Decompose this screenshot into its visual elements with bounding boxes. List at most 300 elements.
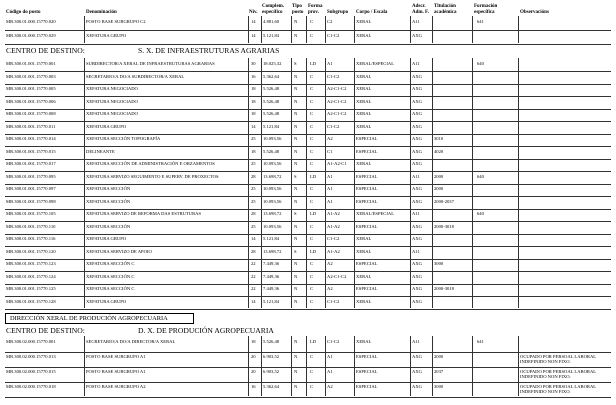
cell-tipo: N	[294, 186, 298, 191]
cell-adscr: A11	[412, 339, 420, 344]
cell-complem: 4.881,60	[263, 19, 280, 24]
cell-nivel: 25	[251, 161, 256, 166]
cell-formacion: 641	[477, 339, 484, 344]
cell-corpo: ESPECIAL	[356, 148, 378, 154]
cell-nivel: 20	[251, 369, 256, 374]
cell-codigo: MR.300.01.001.15770.017	[6, 161, 56, 166]
cell-subgrupo: A2	[327, 286, 333, 291]
cell-forma: C	[310, 148, 314, 154]
cell-tipo: N	[294, 339, 298, 344]
column-divider	[261, 16, 262, 43]
column-divider	[432, 16, 433, 43]
cell-nivel: 25	[251, 223, 256, 229]
cell-complem: 5.362,64	[263, 384, 280, 389]
column-divider	[325, 58, 326, 308]
cell-adscr: AXG	[412, 286, 422, 291]
cell-codigo: MR.300.01.001.15770.128	[6, 298, 56, 304]
column-divider	[261, 336, 262, 396]
cell-forma: C	[310, 86, 314, 91]
cell-complem: 10.093,56	[263, 223, 282, 229]
cell-forma: C	[310, 111, 314, 116]
cell-denominacion: XEFATURA NEGOCIADO	[86, 98, 138, 104]
cell-codigo: MR.300.01.000.15770.020	[6, 19, 56, 24]
cell-corpo: XERAL	[356, 98, 372, 104]
cell-nivel: 16	[251, 384, 256, 389]
cell-observacions: OCUPADO POR PERSOAL LABORAL INDEFINIDO NON FIXO.	[520, 369, 596, 379]
cell-tipo: N	[294, 223, 298, 229]
cell-subgrupo: A1	[327, 198, 333, 204]
cell-subgrupo: C1-C2	[327, 32, 340, 38]
cell-corpo: XERAL	[356, 236, 372, 241]
cell-forma: C	[310, 236, 314, 241]
cell-codigo: MR.300.01.001.15770.098	[6, 198, 56, 204]
cell-codigo: MR.300.01.001.15770.011	[6, 123, 56, 129]
cell-subgrupo: A2-C1-C2	[327, 86, 347, 91]
cell-corpo: XERAL	[356, 73, 372, 79]
cell-tipo: N	[294, 32, 298, 38]
column-divider	[472, 58, 473, 308]
cell-nivel: 14	[251, 298, 256, 304]
cell-complem: 5.362,64	[263, 73, 280, 79]
cell-codigo: MR.300.01.001.15770.125	[6, 286, 56, 291]
column-divider	[306, 336, 307, 396]
cell-denominacion: XEFATURA SECCIÓN C	[86, 273, 135, 279]
cell-tipo: N	[294, 136, 298, 141]
cell-nivel: 28	[251, 248, 256, 254]
cell-forma: LD	[310, 61, 317, 66]
cell-codigo: MR.300.01.001.15770.110	[6, 223, 56, 229]
cell-corpo: XERAL	[356, 123, 372, 129]
cell-tipo: N	[294, 273, 298, 279]
cell-forma: LD	[310, 248, 317, 254]
cell-adscr: AXG	[412, 261, 422, 266]
cell-codigo: MR.300.01.001.15770.116	[6, 236, 56, 241]
cell-tipo: S	[294, 173, 297, 179]
column-divider	[84, 58, 85, 308]
cell-subgrupo: C1-C2	[327, 73, 340, 79]
cell-nivel: 14	[251, 32, 256, 38]
cell-adscr: A11	[412, 61, 420, 66]
row-divider	[5, 109, 611, 110]
cell-denominacion: XEFATURA GRUPO	[86, 123, 127, 129]
cell-tipo: S	[294, 211, 297, 216]
cell-adscr: AXG	[412, 236, 422, 241]
header-forma-2: prov.	[308, 9, 319, 15]
cell-nivel: 22	[251, 273, 256, 279]
cell-corpo: XERAL/ESPECIAL	[356, 61, 395, 66]
cell-denominacion: XEFATURA SECCIÓN C	[86, 286, 135, 291]
cell-complem: 7.449,36	[263, 286, 280, 291]
column-divider	[261, 58, 262, 308]
cell-subgrupo: A1	[327, 186, 333, 191]
cell-titulacion: 4020	[434, 148, 444, 154]
cell-tipo: S	[294, 248, 297, 254]
column-divider	[325, 336, 326, 396]
cell-formacion: 640	[477, 61, 484, 66]
cell-corpo: XERAL/ESPECIAL	[356, 211, 395, 216]
column-divider	[472, 16, 473, 43]
cell-titulacion: 2000	[434, 354, 444, 359]
cell-forma: C	[310, 73, 314, 79]
cell-adscr: AXG	[412, 298, 422, 304]
cell-complem: 13.698,72	[263, 211, 282, 216]
column-divider	[432, 58, 433, 308]
cell-tipo: S	[294, 61, 297, 66]
cell-nivel: 25	[251, 186, 256, 191]
cell-denominacion: XEFATURA SECCIÓN	[86, 223, 131, 229]
column-divider	[472, 336, 473, 396]
header-formacion-1: Formación	[474, 4, 498, 9]
cell-codigo: MR.300.01.001.15770.120	[6, 248, 56, 254]
cell-codigo: MR.300.01.001.15770.095	[6, 173, 56, 179]
row-divider	[5, 271, 611, 272]
column-divider	[432, 336, 433, 396]
cell-corpo: ESPECIAL	[356, 223, 378, 229]
cell-tipo: N	[294, 98, 298, 104]
row-divider	[5, 246, 611, 247]
column-divider	[518, 336, 519, 396]
column-divider	[291, 58, 292, 308]
cell-titulacion: 2000	[434, 186, 444, 191]
header-tipo-2: posto	[292, 9, 304, 15]
row-divider	[5, 196, 611, 197]
cell-forma: C	[310, 261, 314, 266]
cell-corpo: XERAL	[356, 19, 372, 24]
row-divider	[5, 96, 611, 97]
column-divider	[248, 336, 249, 396]
cell-corpo: XERAL	[356, 32, 372, 38]
column-divider	[306, 16, 307, 43]
column-divider	[84, 336, 85, 396]
cell-subgrupo: A1	[327, 369, 333, 374]
cell-adscr: AXG	[412, 186, 422, 191]
cell-nivel: 18	[251, 339, 256, 344]
cell-forma: C	[310, 32, 314, 38]
cell-subgrupo: C1-C2	[327, 298, 340, 304]
cell-forma: C	[310, 161, 314, 166]
cell-tipo: N	[294, 384, 298, 389]
cell-denominacion: XEFATURA NEGOCIADO	[86, 86, 138, 91]
cell-complem: 10.093,56	[263, 161, 282, 166]
cell-subgrupo: A1-A2	[327, 248, 340, 254]
cell-nivel: 18	[251, 148, 256, 154]
cell-tipo: N	[294, 161, 298, 166]
row-divider	[5, 134, 611, 135]
cell-codigo: MR.300.02.000.15770.015	[6, 369, 56, 374]
cell-complem: 5.526,48	[263, 339, 280, 344]
cell-subgrupo: A2	[327, 384, 333, 389]
row-divider	[5, 352, 611, 353]
column-divider	[354, 58, 355, 308]
cell-adscr: AXG	[412, 384, 422, 389]
cell-subgrupo: A1	[327, 173, 333, 179]
cell-forma: C	[310, 298, 314, 304]
cell-codigo: MR.300.01.000.15770.029	[6, 32, 56, 38]
cell-complem: 5.121,84	[263, 236, 280, 241]
cell-codigo: MR.300.01.001.15770.003	[6, 73, 56, 79]
cell-forma: C	[310, 384, 314, 389]
cell-corpo: ESPECIAL	[356, 198, 378, 204]
cell-nivel: 22	[251, 286, 256, 291]
cell-complem: 7.449,36	[263, 273, 280, 279]
cell-forma: C	[310, 369, 314, 374]
cell-tipo: N	[294, 73, 298, 79]
cell-corpo: ESPECIAL	[356, 286, 378, 291]
cell-denominacion: XEFATURA GRUPO	[86, 236, 127, 241]
cell-nivel: 14	[251, 19, 256, 24]
cell-denominacion: SUBDIRECTOR/A XERAL DE INFRAESTRUTURAS AGRARIAS	[86, 61, 215, 66]
cell-tipo: N	[294, 123, 298, 129]
cell-denominacion: XEFATURA SERVIZO DE REFORMA DAS ESTRUTURAS	[86, 211, 202, 216]
row-divider	[5, 296, 611, 297]
cell-forma: LD	[310, 339, 317, 344]
cell-titulacion: 2000-2037	[434, 198, 454, 204]
cell-codigo: MR.300.01.001.15770.008	[6, 111, 56, 116]
cell-complem: 5.526,48	[263, 98, 280, 104]
header-denominacion: Denominación	[86, 9, 117, 15]
cell-denominacion: XEFATURA SECCIÓN DE ADMINISTRACIÓN E ORZAMENTOS	[86, 161, 215, 166]
cell-adscr: AXG	[412, 111, 422, 116]
header-observacions: Observacións	[520, 9, 549, 15]
header-titulacion-1: Titulación	[434, 4, 456, 9]
cell-adscr: AXG	[412, 136, 422, 141]
cell-adscr: AXG	[412, 161, 422, 166]
cell-denominacion: XEFATURA SECCIÓN TOPOGRAFÍA	[86, 136, 161, 141]
cell-observacions: OCUPADO POR PERSOAL LABORAL INDEFINIDO NON FIXO.	[520, 354, 596, 364]
cell-subgrupo: C1-C2	[327, 123, 340, 129]
cell-forma: C	[310, 136, 314, 141]
column-divider	[410, 336, 411, 396]
cell-forma: LD	[310, 211, 317, 216]
cell-nivel: 25	[251, 136, 256, 141]
header-forma-1: Forma	[308, 4, 323, 9]
cell-titulacion: 2037	[434, 369, 444, 374]
cell-codigo: MR.300.01.001.15770.015	[6, 148, 56, 154]
column-divider	[354, 336, 355, 396]
row-divider	[5, 284, 611, 285]
cell-tipo: N	[294, 236, 298, 241]
cell-forma: C	[310, 123, 314, 129]
cell-formacion: 640	[477, 173, 484, 179]
cell-denominacion: SECRETARIO/A DO/A DIRECTOR/A XERAL	[86, 339, 176, 344]
cell-denominacion: SECRETARIO/A DO/A SUBDIRECTOR/A XERAL	[86, 73, 185, 79]
cell-tipo: N	[294, 298, 298, 304]
centro-label: CENTRO DE DESTINO:	[6, 46, 85, 55]
cell-denominacion: XEFATURA SECCIÓN	[86, 198, 131, 204]
row-divider	[5, 259, 611, 260]
cell-nivel: 22	[251, 261, 256, 266]
cell-subgrupo: A2	[327, 136, 333, 141]
cell-tipo: N	[294, 148, 298, 154]
cell-subgrupo: A1	[327, 354, 333, 359]
cell-denominacion: XEFATURA SERVIZO DE APOIO	[86, 248, 152, 254]
cell-denominacion: POSTO BASE SUBGRUPO C2	[86, 19, 146, 24]
cell-forma: C	[310, 273, 314, 279]
cell-complem: 13.698,72	[263, 248, 282, 254]
cell-adscr: AXG	[412, 223, 422, 229]
column-divider	[84, 16, 85, 43]
column-divider	[518, 16, 519, 43]
column-divider	[291, 16, 292, 43]
cell-nivel: 30	[251, 61, 256, 66]
row-divider	[5, 184, 611, 185]
centro-name: S. X. DE INFRAESTRUTURAS AGRARIAS	[138, 46, 280, 55]
header-complem-1: Complem.	[262, 4, 285, 9]
cell-codigo: MR.300.01.001.15770.105	[6, 211, 56, 216]
cell-nivel: 18	[251, 98, 256, 104]
cell-complem: 5.526,48	[263, 148, 280, 154]
cell-complem: 10.093,56	[263, 136, 282, 141]
cell-codigo: MR.300.02.000.15770.018	[6, 384, 56, 389]
row-divider	[5, 84, 611, 85]
cell-denominacion: XEFATURA SERVIZO SEGUIMENTO E SUPERV. DE PROXECTOS	[86, 173, 219, 179]
cell-complem: 10.093,56	[263, 186, 282, 191]
column-divider	[306, 58, 307, 308]
cell-adscr: AXG	[412, 354, 422, 359]
cell-tipo: N	[294, 19, 298, 24]
cell-adscr: A11	[412, 19, 420, 24]
cell-observacions: OCUPADO POR PERSOAL LABORAL INDEFINIDO NON FIXO.	[520, 384, 596, 394]
column-divider	[291, 336, 292, 396]
centro-destino-prod	[6, 326, 274, 335]
cell-nivel: 28	[251, 173, 256, 179]
direccion-title: DIRECCIÓN XERAL DE PRODUCIÓN AGROPECUARIA	[10, 315, 168, 322]
column-divider	[248, 58, 249, 308]
cell-denominacion: POSTO BASE SUBGRUPO A2	[86, 384, 146, 389]
centro-label: CENTRO DE DESTINO:	[6, 326, 85, 335]
cell-adscr: AXG	[412, 369, 422, 374]
row-divider	[5, 309, 611, 310]
header-adscr-2: Adm. F.	[412, 9, 429, 15]
cell-complem: 7.449,36	[263, 261, 280, 266]
cell-formacion: 640	[477, 211, 484, 216]
cell-corpo: ESPECIAL	[356, 369, 378, 374]
cell-codigo: MR.300.01.001.15770.001	[6, 61, 56, 66]
header-complem-2: específico	[262, 9, 283, 15]
cell-forma: C	[310, 286, 314, 291]
cell-forma: C	[310, 354, 314, 359]
cell-codigo: MR.300.01.001.15770.123	[6, 261, 56, 266]
column-divider	[410, 16, 411, 43]
cell-subgrupo: A1-A2	[327, 223, 340, 229]
cell-codigo: MR.300.02.000.15770.001	[6, 339, 56, 344]
row-divider	[5, 397, 611, 398]
cell-titulacion: 3010	[434, 136, 444, 141]
cell-complem: 6.903,52	[263, 354, 280, 359]
direccion-box	[5, 313, 194, 324]
cell-denominacion: XEFATURA SECCIÓN C	[86, 261, 135, 266]
cell-subgrupo: C1-C2	[327, 236, 340, 241]
cell-corpo: XERAL	[356, 273, 372, 279]
cell-titulacion: 2000-3018	[434, 223, 454, 229]
cell-corpo: ESPECIAL	[356, 384, 378, 389]
row-divider	[5, 159, 611, 160]
cell-codigo: MR.300.01.001.15770.014	[6, 136, 56, 141]
cell-corpo: XERAL	[356, 86, 372, 91]
centro-name: D. X. DE PRODUCIÓN AGROPECUARIA	[138, 326, 274, 335]
header-formacion-2: específica	[474, 9, 495, 15]
cell-subgrupo: A1-A2-C1	[327, 161, 347, 166]
cell-subgrupo: A2-C1-C2	[327, 98, 347, 104]
header-corpo: Corpo / Escala	[356, 9, 388, 15]
cell-forma: C	[310, 19, 314, 24]
cell-complem: 5.121,84	[263, 32, 280, 38]
cell-corpo: ESPECIAL	[356, 173, 378, 179]
cell-corpo: ESPECIAL	[356, 186, 378, 191]
cell-nivel: 16	[251, 73, 256, 79]
cell-corpo: XERAL	[356, 161, 372, 166]
row-divider	[5, 209, 611, 210]
cell-tipo: N	[294, 198, 298, 204]
cell-tipo: N	[294, 286, 298, 291]
column-divider	[248, 16, 249, 43]
cell-formacion: 641	[477, 19, 484, 24]
cell-complem: 5.121,84	[263, 298, 280, 304]
column-divider	[354, 16, 355, 43]
cell-subgrupo: A1-A2	[327, 211, 340, 216]
row-divider	[5, 121, 611, 122]
cell-complem: 13.698,72	[263, 173, 282, 179]
cell-titulacion: 2000-3018	[434, 286, 454, 291]
cell-subgrupo: C1-C2	[327, 339, 340, 344]
cell-complem: 10.093,56	[263, 198, 282, 204]
row-divider	[5, 221, 611, 222]
cell-denominacion: XEFATURA NEGOCIADO	[86, 111, 138, 116]
header-titulacion-2: académica	[434, 9, 457, 15]
cell-corpo: XERAL	[356, 111, 372, 116]
cell-complem: 5.526,48	[263, 86, 280, 91]
cell-corpo: ESPECIAL	[356, 261, 378, 266]
cell-subgrupo: A2	[327, 261, 333, 266]
cell-tipo: N	[294, 261, 298, 266]
cell-adscr: A11	[412, 173, 420, 179]
cell-corpo: XERAL	[356, 339, 372, 344]
column-divider	[410, 58, 411, 308]
header-nivel: Nív.	[249, 9, 258, 15]
cell-adscr: AXG	[412, 98, 422, 104]
cell-nivel: 18	[251, 111, 256, 116]
cell-subgrupo: C2	[327, 19, 333, 24]
cell-denominacion: XEFATURA SECCIÓN	[86, 186, 131, 191]
cell-adscr: AXG	[412, 32, 422, 38]
cell-denominacion: XEFATURA GRUPO	[86, 298, 127, 304]
row-divider	[5, 234, 611, 235]
cell-complem: 6.903,52	[263, 369, 280, 374]
cell-forma: LD	[310, 173, 317, 179]
cell-codigo: MR.300.02.000.15770.013	[6, 354, 56, 359]
cell-nivel: 28	[251, 211, 256, 216]
cell-titulacion: 2000	[434, 173, 444, 179]
cell-corpo: XERAL	[356, 248, 372, 254]
cell-adscr: AXG	[412, 273, 422, 279]
row-divider	[5, 367, 611, 368]
row-divider	[5, 44, 611, 45]
cell-complem: 5.121,84	[263, 123, 280, 129]
cell-corpo: ESPECIAL	[356, 136, 378, 141]
column-divider	[325, 16, 326, 43]
header-codigo: Código do posto	[6, 9, 41, 15]
cell-adscr: AXG	[412, 148, 422, 154]
cell-forma: C	[310, 186, 314, 191]
cell-denominacion: POSTO BASE SUBGRUPO A1	[86, 354, 146, 359]
cell-denominacion: XEFATURA GRUPO	[86, 32, 127, 38]
header-adscr-1: Adscr.	[412, 4, 426, 9]
cell-nivel: 14	[251, 123, 256, 129]
cell-tipo: N	[294, 86, 298, 91]
cell-codigo: MR.300.01.001.15770.006	[6, 98, 56, 104]
cell-codigo: MR.300.01.001.15770.005	[6, 86, 56, 91]
cell-forma: C	[310, 98, 314, 104]
